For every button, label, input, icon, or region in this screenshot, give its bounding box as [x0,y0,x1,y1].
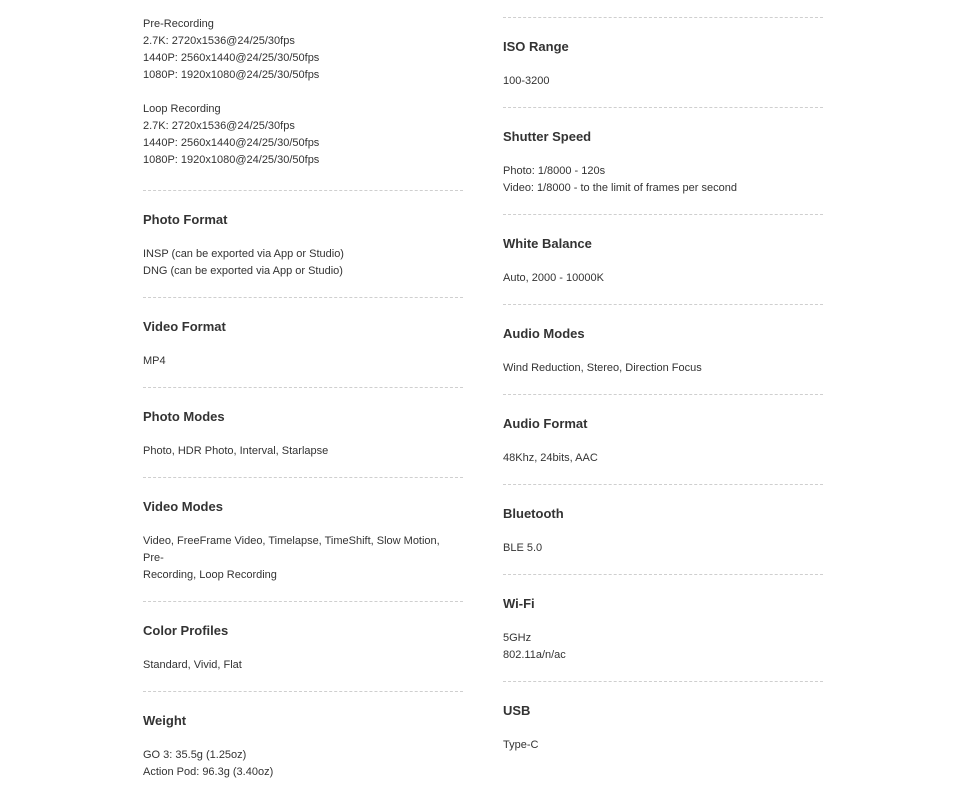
spec-line: 100-3200 [503,75,550,87]
recording-modes-details [143,16,463,169]
spec-section-shutter-speed [503,107,823,197]
spec-title: USB [503,703,531,718]
spec-line: Video, FreeFrame Video, Timelapse, TimeShift, Slow Motion, Pre- [143,535,440,564]
spec-section-usb [503,681,823,754]
divider [143,190,463,191]
spec-value [143,657,463,674]
spec-column-right [503,17,823,771]
spec-title: Audio Format [503,416,588,431]
spec-section-weight [143,691,463,781]
spec-value [143,533,463,584]
divider [143,387,463,388]
spec-value [503,360,823,377]
spec-line: Wind Reduction, Stereo, Direction Focus [503,362,702,374]
spec-section-photo-modes [143,387,463,460]
spec-line: 5GHz [503,632,532,644]
spec-value [503,630,823,664]
divider [503,394,823,395]
spec-value [143,246,463,280]
spec-title: Video Modes [143,499,223,514]
divider [503,107,823,108]
spec-line: Type-C [503,739,539,751]
divider [503,214,823,215]
divider [503,17,823,18]
spec-line: GO 3: 35.5g (1.25oz) [143,749,247,761]
spec-section-white-balance [503,214,823,287]
spec-value [503,450,823,467]
spec-value [143,443,463,460]
divider [503,574,823,575]
spec-title: Color Profiles [143,623,229,638]
spec-line: 48Khz, 24bits, AAC [503,452,598,464]
spec-section-iso-range [503,17,823,90]
spec-line: 1440P: 2560x1440@24/25/30/50fps [143,52,320,64]
spec-value [503,163,823,197]
spec-title: Wi-Fi [503,596,535,611]
spec-section-color-profiles [143,601,463,674]
spec-value [143,747,463,781]
spec-section-audio-format [503,394,823,467]
spec-column-left [143,16,463,798]
spec-title: White Balance [503,236,592,251]
divider [143,691,463,692]
spec-value [503,73,823,90]
spec-section-audio-modes [503,304,823,377]
spec-line: 2.7K: 2720x1536@24/25/30fps [143,35,295,47]
spec-line: Recording, Loop Recording [143,569,277,581]
spec-section-photo-format [143,190,463,280]
spec-line: MP4 [143,355,166,367]
spec-line: DNG (can be exported via App or Studio) [143,265,343,277]
spec-line: Photo: 1/8000 - 120s [503,165,606,177]
spec-value [503,737,823,754]
spec-line: BLE 5.0 [503,542,543,554]
divider [503,681,823,682]
spec-title: Shutter Speed [503,129,592,144]
spec-title: Audio Modes [503,326,585,341]
spec-title: Photo Modes [143,409,225,424]
spec-line: Photo, HDR Photo, Interval, Starlapse [143,445,329,457]
divider [503,484,823,485]
spec-line: 1440P: 2560x1440@24/25/30/50fps [143,137,320,149]
spec-title: Video Format [143,319,226,334]
spacer [143,84,463,101]
spec-line: 2.7K: 2720x1536@24/25/30fps [143,120,295,132]
spec-title: ISO Range [503,39,569,54]
spec-line: Pre-Recording [143,18,214,30]
spec-line: Standard, Vivid, Flat [143,659,242,671]
spec-line: Loop Recording [143,103,221,115]
spec-section-video-format [143,297,463,370]
spec-line: 802.11a/n/ac [503,649,566,661]
spec-line: INSP (can be exported via App or Studio) [143,248,344,260]
spec-value [503,270,823,287]
spec-line: 1080P: 1920x1080@24/25/30/50fps [143,69,320,81]
spec-line: Auto, 2000 - 10000K [503,272,604,284]
divider [143,297,463,298]
spec-value [503,540,823,557]
spec-title: Bluetooth [503,506,564,521]
spec-line: Action Pod: 96.3g (3.40oz) [143,766,274,778]
spec-line: 1080P: 1920x1080@24/25/30/50fps [143,154,320,166]
divider [143,477,463,478]
spec-section-video-modes [143,477,463,584]
spec-title: Weight [143,713,187,728]
divider [143,601,463,602]
spec-section-bluetooth [503,484,823,557]
spec-title: Photo Format [143,212,228,227]
spec-line: Video: 1/8000 - to the limit of frames per second [503,182,737,194]
spec-section-wifi [503,574,823,664]
spec-value [143,353,463,370]
divider [503,304,823,305]
